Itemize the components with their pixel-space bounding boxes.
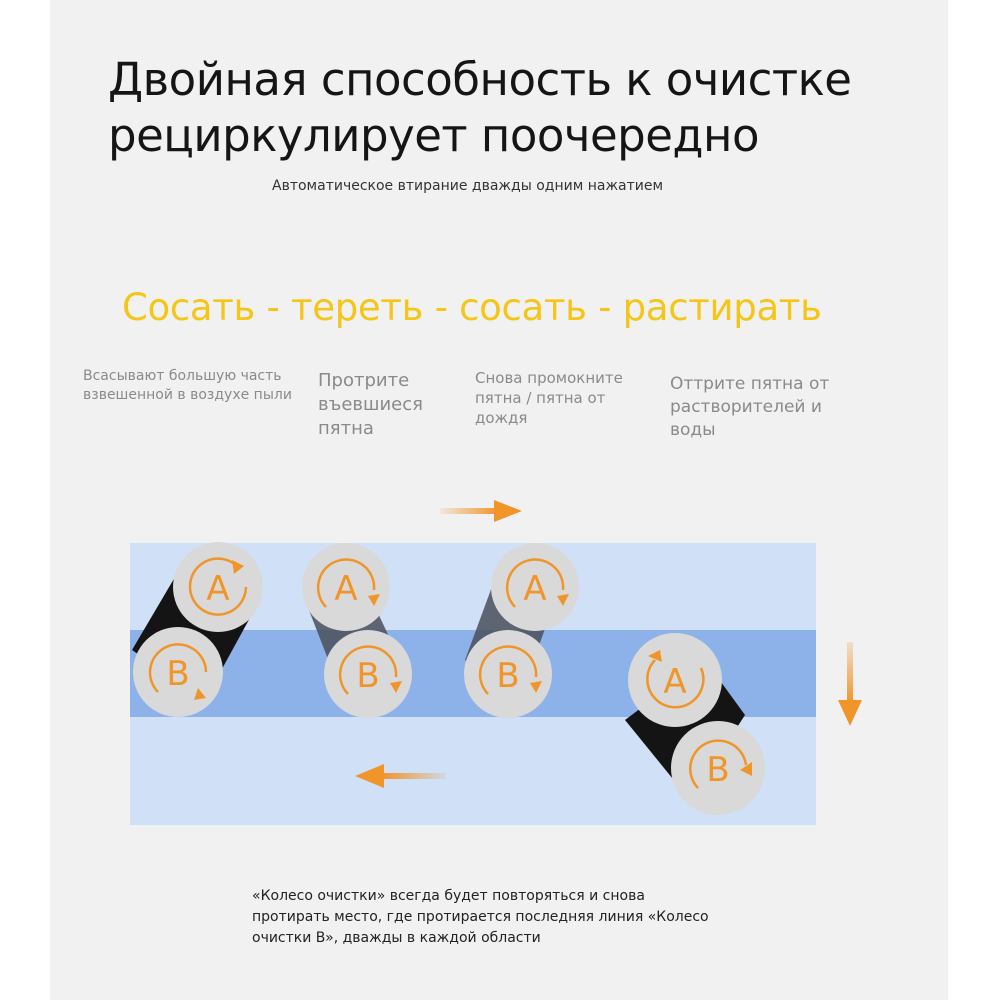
footnote: «Колесо очистки» всегда будет повторяться и снова протирать место, где протирается последняя линия «Колесо очистки B», дважды в каждой области	[252, 888, 709, 946]
title-line-1: Двойная способность к очистке	[108, 53, 852, 106]
wheel-a	[628, 633, 722, 727]
wheel-a-label: A	[206, 569, 230, 609]
arrow-right-icon	[440, 500, 522, 522]
wheel-b	[133, 627, 223, 717]
wheel-b	[324, 630, 412, 718]
wheel-b-label: B	[496, 656, 520, 696]
step-2-caption: Протрите въевшиеся пятна	[318, 370, 423, 439]
step-1-caption: Всасывают большую часть взвешенной в воздухе пыли	[83, 368, 292, 403]
arrow-down-icon	[838, 642, 862, 726]
step-4-caption: Оттрите пятна от растворителей и воды	[670, 374, 830, 440]
wheel-a	[302, 543, 390, 631]
wheel-a	[491, 543, 579, 631]
wheel-a-label: A	[334, 569, 358, 609]
wheel-b-label: B	[166, 654, 190, 694]
wheel-b	[464, 630, 552, 718]
wheel-a	[173, 542, 263, 632]
wheel-a-label: A	[523, 569, 547, 609]
wheel-a-label: A	[663, 662, 687, 702]
title-line-2: рециркулирует поочередно	[108, 109, 759, 162]
wheel-b	[671, 721, 765, 815]
wheel-b-label: B	[356, 656, 380, 696]
subtitle: Автоматическое втирание дважды одним нажатием	[272, 178, 664, 194]
cleaning-sequence-heading: Сосать - тереть - сосать - растирать	[122, 286, 822, 329]
step-3-caption: Снова промокните пятна / пятна от дождя	[475, 369, 623, 427]
wheel-b-label: B	[706, 750, 730, 790]
